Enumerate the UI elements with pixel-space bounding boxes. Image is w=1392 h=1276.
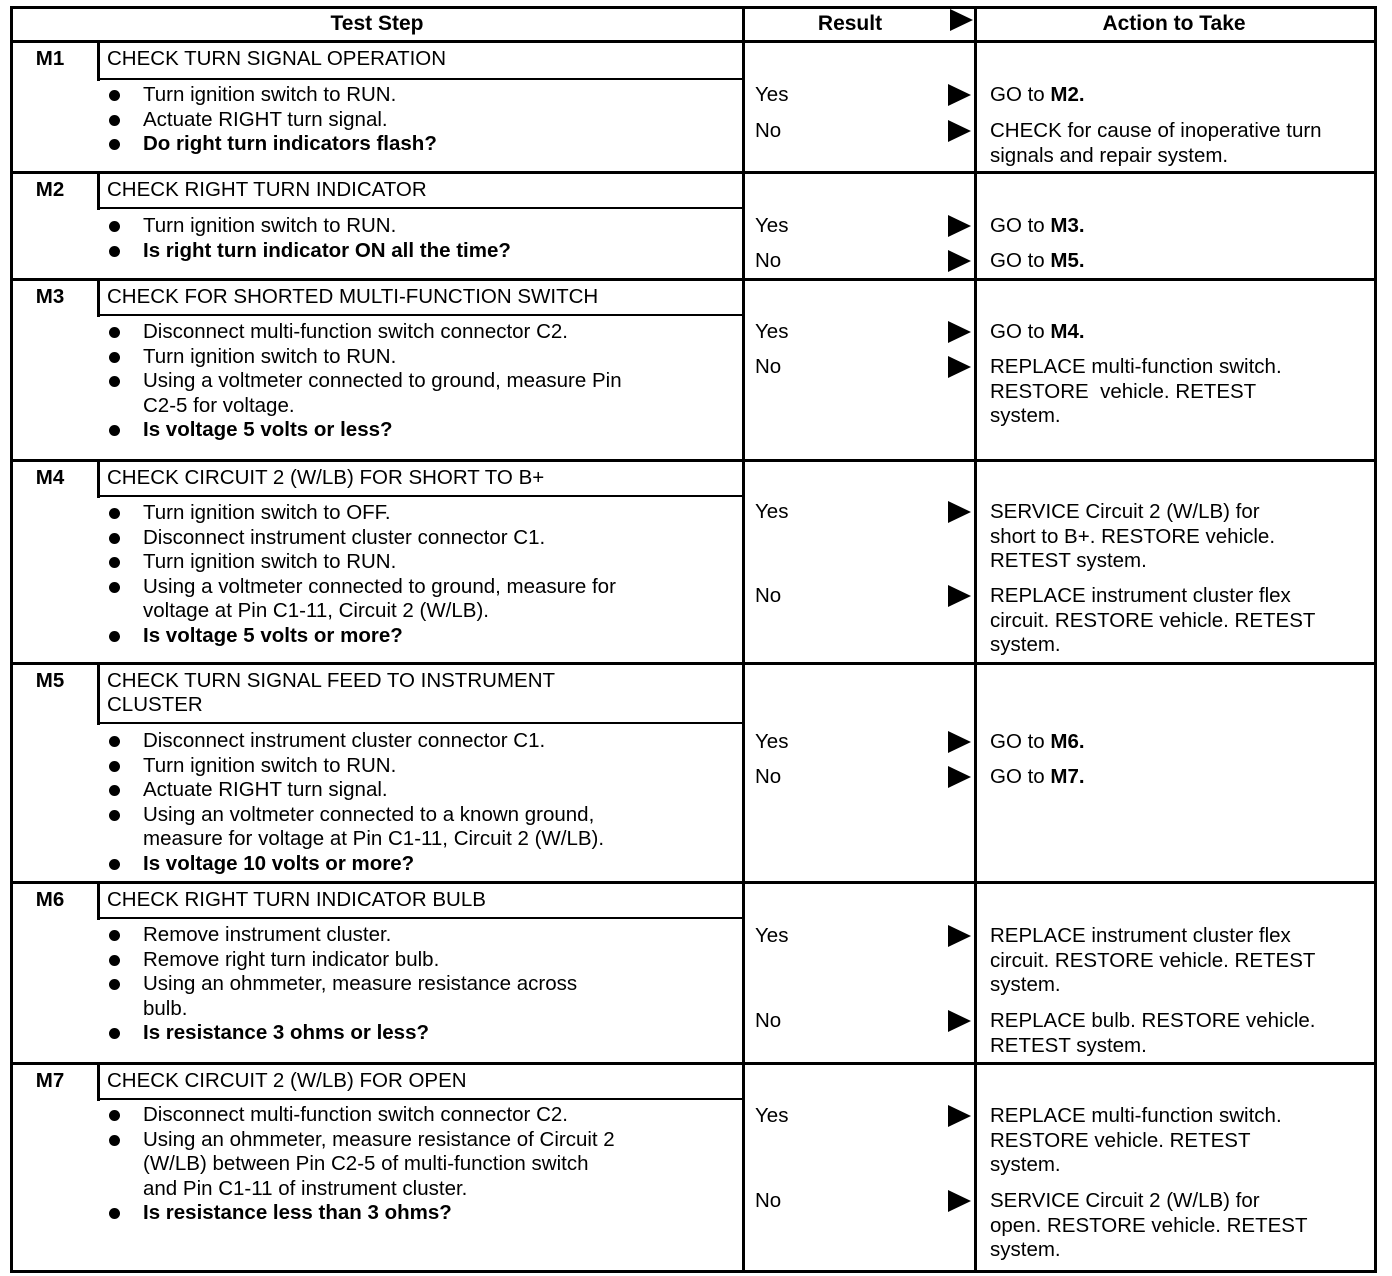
title-underline (97, 917, 745, 919)
action-text-part: REPLACE bulb. RESTORE vehicle. (990, 1009, 1316, 1032)
action-text (990, 214, 1085, 239)
title-underline (97, 314, 745, 316)
result-no: No (755, 119, 782, 142)
bullet-dot-icon (109, 533, 120, 544)
result-arrow-icon (948, 585, 971, 607)
bullet-dot-icon (109, 557, 120, 568)
result-arrow-icon (948, 1010, 971, 1032)
action-text (990, 83, 1085, 108)
title-underline (97, 1098, 745, 1100)
step-title: CHECK CIRCUIT 2 (W/LB) FOR OPEN (107, 1069, 467, 1092)
step-id: M1 (35, 47, 65, 70)
action-text-part: REPLACE multi-function switch. (990, 355, 1282, 378)
step-instruction: Using an voltmeter connected to a known ground, (143, 802, 595, 826)
result-column-divider (974, 6, 977, 1273)
step-id: M5 (35, 669, 65, 692)
step-instruction: Turn ignition switch to RUN. (143, 214, 397, 237)
action-text-part: GO to (990, 730, 1051, 753)
step-title: CHECK TURN SIGNAL OPERATION (107, 47, 447, 70)
action-text-part: RESTORE vehicle. RETEST (990, 379, 1257, 403)
action-step-ref: M4. (1050, 320, 1085, 343)
section-divider (10, 1062, 1377, 1065)
result-arrow-icon (948, 84, 971, 106)
action-text-part: GO to (990, 249, 1051, 272)
step-instruction: bulb. (143, 996, 188, 1020)
step-instruction: Disconnect multi-function switch connector C2. (143, 320, 568, 343)
action-text (990, 144, 1228, 169)
action-text-part: GO to (990, 320, 1051, 343)
header-result: Result (817, 12, 883, 35)
action-text (990, 765, 1085, 790)
action-text-part: CHECK for cause of inoperative turn (990, 119, 1322, 142)
action-text (990, 1189, 1260, 1214)
result-no: No (755, 1189, 782, 1212)
result-no: No (755, 1009, 782, 1032)
action-step-ref: M3. (1050, 214, 1085, 237)
bullet-dot-icon (109, 508, 120, 519)
action-text-part: REPLACE instrument cluster flex (990, 924, 1291, 947)
action-text (990, 1153, 1061, 1178)
header-action: Action to Take (1102, 12, 1246, 35)
action-text (990, 500, 1260, 525)
id-column-divider (97, 40, 100, 81)
section-divider (10, 662, 1377, 665)
action-text (990, 1009, 1315, 1034)
step-question: Is resistance 3 ohms or less? (143, 1021, 429, 1044)
step-question: Is voltage 5 volts or more? (143, 623, 403, 647)
id-column-divider (97, 459, 100, 498)
action-text (990, 249, 1085, 274)
action-text-part: circuit. RESTORE vehicle. RETEST (990, 948, 1316, 972)
step-title: CLUSTER (107, 693, 203, 716)
step-instruction: and Pin C1-11 of instrument cluster. (143, 1176, 468, 1200)
id-column-divider (97, 881, 100, 920)
step-instruction: voltage at Pin C1-11, Circuit 2 (W/LB). (143, 599, 489, 622)
action-text-part: system. (990, 1238, 1061, 1261)
result-yes: Yes (755, 500, 789, 523)
result-yes: Yes (755, 924, 789, 947)
action-step-ref: M2. (1050, 83, 1085, 106)
step-instruction: Using an ohmmeter, measure resistance across (143, 972, 578, 995)
action-text (990, 633, 1061, 658)
bullet-dot-icon (109, 979, 120, 990)
action-text-part: signals and repair system. (990, 143, 1229, 167)
bullet-dot-icon (109, 221, 120, 232)
action-text-part: short to B+. RESTORE vehicle. (990, 524, 1276, 548)
bullet-dot-icon (109, 425, 120, 436)
action-text (990, 404, 1061, 429)
action-text (990, 355, 1282, 380)
action-text-part: system. (990, 1153, 1061, 1176)
bullet-dot-icon (109, 631, 120, 642)
step-title: CHECK CIRCUIT 2 (W/LB) FOR SHORT TO B+ (107, 466, 545, 489)
step-instruction: (W/LB) between Pin C2-5 of multi-function switch (143, 1152, 589, 1175)
action-text (990, 730, 1085, 755)
action-text (990, 1034, 1147, 1059)
action-text-part: RESTORE vehicle. RETEST (990, 1128, 1251, 1152)
action-text (990, 320, 1085, 345)
result-yes: Yes (755, 214, 789, 237)
step-id: M2 (35, 178, 65, 201)
step-instruction: Turn ignition switch to RUN. (143, 753, 397, 777)
action-step-ref: M5. (1050, 249, 1085, 272)
step-id: M4 (35, 466, 65, 489)
bullet-dot-icon (109, 352, 120, 363)
bullet-dot-icon (109, 1208, 120, 1219)
bullet-dot-icon (109, 115, 120, 126)
action-text (990, 973, 1061, 998)
action-text-part: SERVICE Circuit 2 (W/LB) for (990, 1189, 1260, 1212)
section-divider (10, 881, 1377, 884)
action-text (990, 949, 1315, 974)
bullet-dot-icon (109, 1110, 120, 1121)
result-arrow-icon (948, 766, 971, 788)
step-question: Is voltage 5 volts or less? (143, 418, 393, 441)
header-bottom-border (10, 40, 1377, 43)
step-instruction: Using a voltmeter connected to ground, measure for (143, 574, 616, 598)
step-instruction: measure for voltage at Pin C1-11, Circuit 2 (W/LB). (143, 827, 605, 850)
step-instruction: Using an ohmmeter, measure resistance of Circuit 2 (143, 1127, 615, 1151)
bullet-dot-icon (109, 955, 120, 966)
step-instruction: Disconnect instrument cluster connector C1. (143, 729, 546, 752)
action-text (990, 1238, 1061, 1263)
action-text-part: GO to (990, 765, 1051, 788)
result-arrow-icon (948, 1105, 971, 1127)
action-text (990, 609, 1315, 634)
result-arrow-icon (948, 215, 971, 237)
bullet-dot-icon (109, 327, 120, 338)
step-question: Is resistance less than 3 ohms? (143, 1201, 452, 1224)
result-yes: Yes (755, 83, 789, 106)
action-text (990, 380, 1256, 405)
id-column-divider (97, 1062, 100, 1101)
action-text (990, 1129, 1251, 1154)
result-arrow-icon (948, 120, 971, 142)
table-bottom-border (10, 1270, 1377, 1273)
action-text-part: system. (990, 973, 1061, 996)
bullet-dot-icon (109, 761, 120, 772)
title-underline (97, 495, 745, 497)
action-text-part: RETEST system. (990, 1033, 1147, 1057)
action-text-part: GO to (990, 214, 1051, 237)
result-arrow-icon (948, 501, 971, 523)
result-arrow-icon (948, 356, 971, 378)
bullet-dot-icon (109, 859, 120, 870)
title-underline (97, 207, 745, 209)
bullet-dot-icon (109, 1028, 120, 1039)
action-text-part: system. (990, 404, 1061, 427)
action-text (990, 525, 1275, 550)
id-column-divider (97, 278, 100, 317)
action-text-part: REPLACE instrument cluster flex (990, 584, 1291, 607)
step-title: CHECK TURN SIGNAL FEED TO INSTRUMENT (107, 669, 556, 692)
action-text-part: SERVICE Circuit 2 (W/LB) for (990, 500, 1260, 523)
result-yes: Yes (755, 320, 789, 343)
id-column-divider (97, 171, 100, 210)
step-instruction: Remove instrument cluster. (143, 923, 392, 946)
step-instruction: Turn ignition switch to RUN. (143, 344, 397, 368)
step-instruction: Actuate RIGHT turn signal. (143, 778, 388, 801)
table-right-border (1374, 6, 1377, 1273)
step-instruction: Disconnect instrument cluster connector C1. (143, 525, 546, 549)
action-text-part: circuit. RESTORE vehicle. RETEST (990, 608, 1316, 632)
bullet-dot-icon (109, 246, 120, 257)
action-text (990, 549, 1147, 574)
bullet-dot-icon (109, 90, 120, 101)
table-top-border (10, 6, 1377, 9)
result-no: No (755, 765, 782, 788)
action-text (990, 1214, 1308, 1239)
action-step-ref: M6. (1050, 730, 1085, 753)
step-instruction: Turn ignition switch to RUN. (143, 550, 397, 573)
title-underline (97, 722, 745, 724)
header-test-step: Test Step (330, 12, 424, 35)
result-no: No (755, 249, 782, 272)
result-arrow-icon (948, 925, 971, 947)
result-arrow-icon (948, 321, 971, 343)
section-divider (10, 278, 1377, 281)
step-title: CHECK RIGHT TURN INDICATOR BULB (107, 888, 486, 911)
result-arrow-icon (948, 1190, 971, 1212)
step-instruction: Remove right turn indicator bulb. (143, 947, 440, 971)
step-id: M6 (35, 888, 65, 911)
bullet-dot-icon (109, 930, 120, 941)
bullet-dot-icon (109, 582, 120, 593)
bullet-dot-icon (109, 736, 120, 747)
action-text (990, 1104, 1282, 1129)
result-yes: Yes (755, 730, 789, 753)
bullet-dot-icon (109, 139, 120, 150)
step-id: M3 (35, 285, 65, 308)
section-divider (10, 171, 1377, 174)
result-yes: Yes (755, 1104, 789, 1127)
action-text-part: open. RESTORE vehicle. RETEST (990, 1213, 1308, 1237)
step-column-divider (742, 6, 745, 1273)
result-arrow-icon (948, 731, 971, 753)
action-text (990, 119, 1322, 144)
id-column-divider (97, 662, 100, 725)
step-instruction: Disconnect multi-function switch connector C2. (143, 1103, 568, 1126)
bullet-dot-icon (109, 1135, 120, 1146)
action-step-ref: M7. (1050, 765, 1085, 788)
step-instruction: Turn ignition switch to RUN. (143, 83, 397, 106)
step-question: Do right turn indicators flash? (143, 132, 437, 155)
title-underline (97, 78, 745, 80)
step-instruction: Using a voltmeter connected to ground, measure Pin (143, 369, 622, 392)
action-text-part: RETEST system. (990, 549, 1147, 572)
step-instruction: C2-5 for voltage. (143, 393, 295, 417)
bullet-dot-icon (109, 810, 120, 821)
header-arrow-icon (950, 9, 973, 31)
action-text-part: system. (990, 633, 1061, 656)
result-no: No (755, 584, 782, 607)
step-id: M7 (35, 1069, 65, 1092)
bullet-dot-icon (109, 376, 120, 387)
step-instruction: Turn ignition switch to OFF. (143, 501, 391, 524)
step-instruction: Actuate RIGHT turn signal. (143, 107, 388, 131)
step-title: CHECK FOR SHORTED MULTI-FUNCTION SWITCH (107, 285, 599, 308)
section-divider (10, 459, 1377, 462)
result-no: No (755, 355, 782, 378)
action-text-part: GO to (990, 83, 1051, 106)
bullet-dot-icon (109, 785, 120, 796)
action-text-part: REPLACE multi-function switch. (990, 1104, 1282, 1127)
action-text (990, 924, 1291, 949)
step-question: Is voltage 10 volts or more? (143, 851, 415, 875)
result-arrow-icon (948, 250, 971, 272)
step-title: CHECK RIGHT TURN INDICATOR (107, 178, 427, 201)
action-text (990, 584, 1291, 609)
step-question: Is right turn indicator ON all the time? (143, 238, 511, 262)
